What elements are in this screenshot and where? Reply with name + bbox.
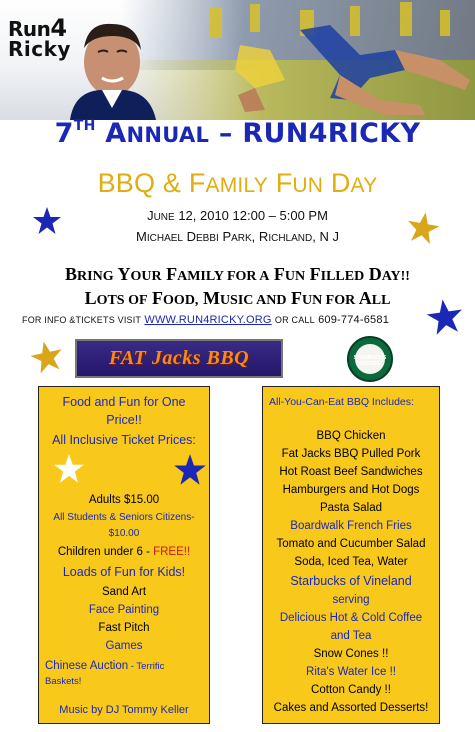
header-banner bbox=[0, 0, 475, 120]
menu-heading: All-You-Can-Eat BBQ Includes: bbox=[269, 396, 414, 408]
runner-photo-icon bbox=[0, 0, 475, 120]
box-line: Face Painting bbox=[88, 604, 160, 616]
box-line: Fast Pitch bbox=[98, 622, 150, 634]
event-date: JUNE 12, 2010 12:00 – 5:00 PM bbox=[147, 208, 328, 223]
box-line: Chinese Auction - Terrific bbox=[45, 660, 165, 672]
star-icon bbox=[173, 453, 207, 487]
box-line: Games bbox=[105, 640, 143, 652]
box-line: $10.00 bbox=[108, 528, 140, 539]
box-line: Music by DJ Tommy Keller bbox=[59, 704, 189, 716]
menu-item: Snow Cones !! bbox=[313, 648, 389, 660]
menu-item: Hamburgers and Hot Dogs bbox=[282, 484, 420, 496]
phone-number: 609-774-6581 bbox=[318, 314, 390, 326]
menu-item: and Tea bbox=[330, 630, 372, 642]
box-line: Children under 6 - FREE!! bbox=[57, 546, 191, 558]
website-link[interactable]: WWW.RUN4RICKY.ORG bbox=[144, 314, 272, 326]
menu-item: BBQ Chicken bbox=[316, 430, 386, 442]
box-line: Loads of Fun for Kids! bbox=[62, 565, 186, 579]
box-line: Adults $15.00 bbox=[88, 494, 160, 506]
menu-item: Boardwalk French Fries bbox=[290, 520, 412, 532]
box-line: Sand Art bbox=[101, 586, 147, 598]
fatjacks-logo-icon: FAT Jacks BBQ bbox=[75, 339, 283, 378]
menu-item: Tomato and Cucumber Salad bbox=[276, 538, 426, 550]
menu-item: Starbucks of Vineland bbox=[290, 574, 412, 588]
bbq-menu-box bbox=[262, 386, 440, 724]
event-title: 7TH ANNUAL – RUN4RICKY bbox=[54, 118, 421, 149]
menu-item: Pasta Salad bbox=[319, 502, 382, 514]
menu-item: Cakes and Assorted Desserts! bbox=[273, 702, 429, 714]
menu-item: Delicious Hot & Cold Coffee bbox=[279, 612, 423, 624]
menu-item: Rita's Water Ice !! bbox=[306, 666, 396, 678]
star-icon bbox=[53, 453, 85, 485]
starbucks-logo-icon: STARBUCKS COFFEE bbox=[347, 336, 393, 382]
menu-item: Soda, Iced Tea, Water bbox=[294, 556, 408, 568]
menu-item: serving bbox=[332, 594, 370, 606]
contact-info: FOR INFO &TICKETS VISIT WWW.RUN4RICKY.ORG OR CALL 609-774-6581 bbox=[22, 314, 390, 326]
run4ricky-logo: Run4 Ricky bbox=[8, 14, 71, 61]
menu-item: Fat Jacks BBQ Pulled Pork bbox=[281, 448, 421, 460]
box-line: Food and Fun for One bbox=[62, 395, 186, 409]
event-subtitle: BBQ & FAMILY FUN DAY bbox=[97, 168, 378, 198]
box-line: All Students & Seniors Citizens- bbox=[53, 512, 195, 523]
box-line: All Inclusive Ticket Prices: bbox=[52, 433, 196, 447]
star-icon bbox=[406, 211, 440, 245]
event-location: MICHAEL DEBBI PARK, RICHLAND, N J bbox=[136, 229, 339, 244]
tagline-line2: LOTS OF FOOD, MUSIC AND FUN FOR ALL bbox=[84, 288, 391, 308]
box-line: Baskets! bbox=[45, 676, 82, 687]
tagline-line1: BRING YOUR FAMILY FOR A FUN FILLED DAY!! bbox=[65, 264, 410, 284]
box-line: Price!! bbox=[106, 413, 142, 427]
star-icon bbox=[32, 206, 62, 236]
star-icon bbox=[30, 340, 64, 374]
menu-item: Cotton Candy !! bbox=[311, 684, 391, 696]
ticket-prices-box bbox=[38, 386, 210, 724]
menu-item: Hot Roast Beef Sandwiches bbox=[279, 466, 423, 478]
